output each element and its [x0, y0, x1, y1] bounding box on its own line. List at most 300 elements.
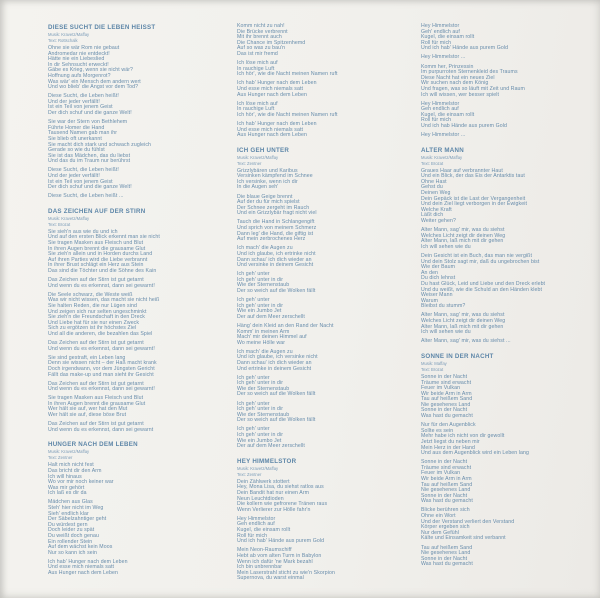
lyric-line: Tau auf heißem Sand — [421, 544, 473, 551]
lyric-line: Ich geh' unter in dir — [237, 302, 284, 309]
lyric-line: Ich geh' unter in dir — [237, 406, 284, 413]
lyric-stanza — [421, 460, 593, 505]
song-heading — [421, 353, 593, 372]
lyric-line: Alter Mann, sag' mir, was du siehst — [421, 312, 505, 319]
lyric-stanza — [237, 480, 409, 514]
lyric-line: Diese Nacht hat ein neues Ziel — [421, 74, 495, 81]
lyric-line: Ist ein Teil von jenem Geist — [48, 178, 113, 185]
lyric-line: Die Chance im Spitzenhemd — [237, 39, 306, 46]
lyric-line: Tau auf heißem Sand — [421, 396, 473, 403]
lyric-line: Nie gesehenes Land — [421, 550, 471, 557]
lyric-line: Hey Himmelstor ... — [421, 54, 466, 61]
lyric-line: Ohne Hast — [421, 178, 447, 185]
lyric-line: Ich geh' unter — [237, 374, 270, 381]
lyric-line: Läßt dich — [421, 212, 444, 219]
song-title: SONNE IN DER NACHT — [421, 352, 494, 360]
song-heading — [48, 208, 220, 227]
lyric-line: Bleibst du stumm? — [421, 303, 466, 310]
lyric-line: Im purpurroten Sternenkleid des Traums — [421, 69, 518, 76]
lyric-line: Und wenn du es erkennst, dann sei gewarnt! — [48, 386, 155, 393]
lyric-line: Sonne in der Nacht — [421, 373, 468, 380]
lyric-line: Diese Sucht, die Leben heißt! — [48, 93, 119, 100]
lyric-line: Auf ihren Parties wird die Liebe verbrannt — [48, 256, 148, 263]
lyrics-column-middle — [237, 24, 409, 585]
lyric-line: Hey Himmelstor — [421, 100, 460, 107]
lyric-line: Ich geh' unter in dir — [237, 432, 284, 439]
lyric-line: In ihren Augen brennt die grausame Glut — [48, 245, 146, 252]
lyric-line: Und sprich von meinem Schmerz — [237, 225, 317, 232]
lyric-stanza — [48, 382, 220, 393]
song-title: DIESE SUCHT DIE LEBEN HEISST — [48, 24, 156, 31]
song-credit: Musik: Kravetz/Maffay — [421, 154, 463, 160]
lyric-line: Ist ein Teil von jenem Geist — [48, 104, 113, 111]
lyric-stanza — [237, 61, 409, 78]
lyric-line: Dein Gepäck ist die Last der Vergangenheit — [421, 195, 526, 202]
lyric-line: Sieh' endlich klar — [48, 510, 89, 517]
lyric-line: Ich hab' Hunger nach dem Leben — [237, 120, 317, 127]
lyric-line: Und ich glaube, ich ertrinke nicht — [237, 250, 316, 257]
lyric-line: Was mir gehört — [48, 484, 85, 491]
lyric-line: Wo vor mir noch keiner war — [48, 479, 114, 486]
lyric-line: Ohne ein Wort — [421, 513, 456, 520]
song-credit: Text: Brozat — [421, 366, 444, 372]
lyric-stanza — [237, 246, 409, 268]
lyric-stanza — [237, 402, 409, 424]
song-heading — [48, 441, 220, 460]
lyric-line: Wie der Baum — [421, 264, 456, 271]
lyric-line: Feuer im Vulkan — [421, 385, 461, 392]
lyric-stanza — [48, 293, 220, 338]
lyric-line: Und auf den ersten Blick erkennt man sie nicht — [48, 234, 160, 241]
song-heading — [421, 147, 593, 166]
lyric-line: Welches Licht zeigt dir deinen Weg — [421, 318, 506, 325]
lyric-line: Sie ist das Mädchen, das du liebst — [48, 152, 131, 159]
lyric-line: Das bricht dir den Arm — [48, 467, 102, 474]
lyric-stanza — [237, 324, 409, 346]
lyric-line: Träume sind erwacht — [421, 379, 472, 386]
song-credit: Text: Rottschalk — [48, 38, 78, 43]
song-credit: Musik: Kravetz/Maffay — [48, 449, 90, 455]
lyric-line: Ohne sie wär Rom nie gebaut — [48, 45, 120, 51]
lyric-line: Wo meine Hölle war — [237, 339, 286, 346]
lyric-line: Hoffnung aufs Morgenrot? — [48, 72, 111, 79]
lyric-line: Und ein Blick, der das Eis der Antarktis taut — [421, 173, 525, 180]
lyric-line: Wir suchen nach dem König — [421, 80, 489, 87]
lyric-line: Körper ergeben sich — [421, 524, 470, 531]
lyric-line: Wer hält sie auf, wer hat den Mut — [48, 406, 128, 413]
lyric-line: Mehr habe ich nicht von dir gewollt — [421, 433, 505, 440]
lyric-line: Hey Himmelstor ... — [421, 132, 466, 139]
lyric-line: Dann schau' ich dich wieder an — [237, 256, 312, 263]
lyric-line: Und dein Ziel liegt verborgen in der Ewigkeit — [421, 201, 527, 208]
lyric-line: Und aus dem Augenblick wird ein Leben lang — [421, 450, 530, 457]
lyric-stanza — [421, 423, 593, 457]
lyric-line: Das Zeichen auf der Stirn ist gut getarnt — [48, 421, 144, 428]
song-title: DAS ZEICHEN AUF DER STIRN — [48, 207, 146, 215]
lyric-line: Und wenn du es erkennst, dann sei gewarnt — [48, 426, 154, 433]
lyric-line: Ich will sehen wie du — [421, 329, 471, 336]
lyric-line: Und dein Stolz sagt mir, daß du ungebrochen bist — [421, 258, 540, 265]
lyric-line: Ich versinke, wenn ich dir — [237, 178, 298, 185]
lyric-line: Der so weich auf die Wolken fällt — [237, 287, 316, 294]
lyric-line: Der so weich auf die Wolken fällt — [237, 417, 316, 424]
lyric-line: Mein Neon-Raumschiff — [237, 547, 292, 554]
lyric-line: Dein Gesicht ist ein Buch, das man nie vergißt — [421, 253, 532, 259]
lyric-line: Blicke berühren sich — [421, 507, 470, 514]
lyrics-column-left — [48, 24, 220, 580]
lyric-line: Und esse mich niemals satt — [48, 564, 115, 571]
lyric-line: Doch irgendwann, vor dem Jüngsten Gericht — [48, 365, 155, 372]
lyric-line: Und ein Grizzlybär fragt nicht viel — [237, 210, 317, 217]
lyric-line: Und wenn du es erkennst, dann sei gewarnt! — [48, 345, 155, 352]
lyric-line: Komm her, Prinzessin — [421, 63, 474, 70]
lyric-line: Grizzlybären und Karibus — [237, 167, 298, 174]
lyric-line: Sonne in der Nacht — [421, 555, 468, 562]
song-credit: Musik: Kravetz/Maffay — [237, 154, 279, 160]
lyric-line: Sonne in der Nacht — [421, 492, 468, 499]
lyric-stanza — [48, 194, 220, 200]
lyric-line: In ihren Augen brennt die grausame Glut — [48, 400, 146, 407]
lyric-line: Tausend Namen gab man ihr — [48, 130, 118, 137]
lyric-line: Halt mich nicht fest — [48, 462, 94, 469]
lyric-line: Was wär' ein Mensch dem andern wert — [48, 78, 141, 85]
lyric-line: Versinken kämpfend im Schnee — [237, 173, 313, 180]
lyric-line: Die Seele schwarz, die Weste weiß — [48, 291, 133, 298]
lyric-line: Ich laß es dir da — [48, 490, 87, 497]
lyric-line: Und esse mich niemals satt — [237, 85, 304, 92]
lyric-line: Sich zu ergötzen ist ihr höchstes Ziel — [48, 325, 137, 332]
lyric-stanza — [48, 396, 220, 418]
lyric-line: Tauch die Hand in Schlangengift — [237, 219, 315, 226]
lyric-line: Aus Hunger nach dem Leben — [237, 91, 307, 98]
lyric-line: In rauchige Luft — [237, 65, 275, 72]
lyric-line: Wie der Sternenstaub — [237, 282, 290, 289]
lyric-line: Träume sind erwacht — [421, 464, 472, 471]
lyric-line: Hey Himmelstor — [421, 23, 460, 29]
lyric-line: Was hast du gemacht — [421, 413, 473, 420]
lyric-line: Doch leider zu spät — [48, 527, 95, 534]
lyric-line: Auf so was zu bau'n — [237, 45, 286, 52]
lyric-line: Mit ihr brennt auch — [237, 34, 282, 41]
lyric-line: Der auf dem Meer zerschellt — [237, 443, 305, 450]
lyric-stanza — [421, 313, 593, 335]
lyric-line: Ich geh' unter in dir — [237, 380, 284, 387]
lyric-line: Und ich hab' Hände aus purem Gold — [421, 45, 509, 52]
lyric-stanza — [237, 427, 409, 449]
lyric-line: Sollte es sein — [421, 427, 454, 434]
lyric-line: Ein rollender Stein — [48, 538, 93, 545]
lyric-line: Und der jeder verfällt! — [48, 172, 100, 179]
lyric-line: Der auf dem Meer zerschellt — [237, 313, 305, 320]
lyric-stanza — [237, 169, 409, 191]
lyric-line: Sie tragen Masken aus Fleisch und Blut — [48, 395, 144, 402]
song-title: ALTER MANN — [421, 146, 464, 154]
lyric-stanza — [237, 517, 409, 545]
song-credit: Musik: Kravetz/Maffay — [237, 465, 279, 471]
lyric-stanza — [237, 350, 409, 372]
lyric-line: Hey Himmelstor — [237, 515, 276, 522]
lyric-stanza — [421, 339, 593, 345]
lyric-stanza — [237, 298, 409, 320]
lyric-line: Fällt das make-up und man sieht ihr Gesicht — [48, 371, 154, 378]
lyric-line: Welche Kraft — [421, 206, 452, 213]
lyric-line: Gehst du — [421, 184, 443, 191]
lyric-stanza — [421, 65, 593, 99]
song-credit: Text: Zentner — [237, 160, 262, 166]
lyric-stanza — [421, 133, 593, 139]
lyric-line: In ihrer Brust schlägt ein Herz aus Stein — [48, 262, 144, 269]
lyric-stanza — [48, 560, 220, 577]
lyric-stanza — [237, 220, 409, 242]
lyric-stanza — [48, 46, 220, 91]
song-credit: Musik: Kravetz/Maffay — [48, 215, 90, 221]
lyric-line: Alter Mann, laß mich mit dir gehen — [421, 238, 504, 245]
lyric-stanza — [421, 254, 593, 310]
lyric-line: Häng' dein Kleid an den Rand der Nacht — [237, 322, 334, 329]
lyric-line: Sie blieb oft unerkannt — [48, 135, 102, 142]
lyric-line: Diese Sucht, die Leben heißt ... — [48, 193, 124, 200]
lyric-stanza — [237, 122, 409, 139]
song-title: HEY HIMMELSTOR — [237, 457, 297, 465]
lyric-line: Und Liebe hat für sie nur einen Zweck — [48, 319, 140, 326]
lyric-line: Sie macht dich stark und schwach zugleich — [48, 141, 151, 148]
lyric-line: Roll für mich — [421, 39, 452, 46]
lyric-line: Das sind die Töchter und die Söhne des Kain — [48, 268, 157, 274]
lyric-line: Das Zeichen auf der Stirn ist gut getarnt — [48, 340, 144, 347]
lyric-stanza — [421, 508, 593, 542]
lyric-line: Und der jeder verfällt! — [48, 98, 100, 105]
lyric-line: Wenn ich dafür 'ne Mark bezahl — [237, 558, 313, 565]
lyric-line: Tau auf heißem Sand — [421, 481, 473, 488]
lyric-line: Ich löse mich auf — [237, 60, 278, 67]
lyric-line: An den — [421, 269, 439, 276]
lyric-line: Das Zeichen auf der Stirn ist gut getarnt — [48, 380, 144, 387]
lyric-line: Mach' mir deinen Himmel auf — [237, 334, 307, 341]
lyric-stanza — [48, 463, 220, 497]
lyric-line: Nie gesehenes Land — [421, 401, 471, 408]
song-credit: Text: Zentner — [48, 455, 73, 461]
lyric-stanza — [421, 375, 593, 420]
lyric-line: Komm' in meinen Arm — [237, 328, 290, 335]
lyric-line: Sie zieh'n die Freundschaft in den Dreck — [48, 314, 145, 321]
lyric-line: Kugel, die einsam rollt — [421, 111, 475, 118]
lyric-line: Wer hält sie auf, diese böse Brut — [48, 412, 127, 419]
lyric-line: Und du weißt, wie die Schuld an den Händen klebt — [421, 286, 543, 293]
lyric-line: Sonne in der Nacht — [421, 459, 468, 466]
lyric-line: Der Schnee zergeht im Rauch — [237, 204, 310, 211]
lyric-line: Ich geh' unter — [237, 400, 270, 407]
lyric-line: Jetzt liegst du neben mir — [421, 438, 480, 445]
song-credit: Musik: Maffay — [421, 360, 447, 366]
lyric-stanza — [48, 120, 220, 165]
lyric-stanza — [48, 341, 220, 352]
lyric-line: Nur so kann ich sein — [48, 549, 97, 556]
lyric-line: Komm nicht zu nah! — [237, 23, 285, 29]
lyric-line: Du dich lehnst — [421, 275, 456, 282]
lyric-line: Der dich schuf und die ganze Welt! — [48, 110, 132, 117]
lyric-stanza — [237, 102, 409, 119]
lyric-line: Und ich hab' Hände aus purem Gold — [237, 538, 325, 545]
lyric-line: Wie der Sternenstaub — [237, 411, 290, 418]
lyric-line: Kälte und Einsamkeit sind verbannt — [421, 535, 506, 542]
lyric-line: Ich will hinaus — [48, 473, 82, 480]
lyric-line: Supernova, du warst einmal — [237, 575, 304, 582]
lyric-line: Graues Haar auf verbrannter Haut — [421, 167, 503, 174]
lyric-line: Und fragen, was so läuft mit Zeit und Raum — [421, 85, 525, 92]
lyric-line: Neun Leuchtdioden — [237, 495, 284, 502]
lyric-line: Der so weich auf die Wolken fällt — [237, 391, 316, 398]
lyric-line: Sie war der Stern von Bethlehem — [48, 119, 128, 126]
lyric-stanza — [48, 500, 220, 556]
lyric-line: Wir beide Arm in Arm — [421, 390, 472, 397]
lyric-line: Hebt ab vom alten Turm in Babylon — [237, 552, 322, 559]
song-credit: Text: Zentner — [237, 471, 262, 477]
lyric-line: In rauchige Luft — [237, 106, 275, 113]
lyric-line: Weiter gehen? — [421, 218, 456, 225]
lyric-stanza — [237, 24, 409, 58]
lyric-line: Und ertrinke in deinem Gesicht — [237, 365, 312, 372]
lyric-stanza — [237, 548, 409, 582]
lyric-line: Was wir nicht wissen, das macht sie nicht heiß — [48, 297, 160, 304]
lyric-line: Denn sie wissen nicht – der Haß macht krank — [48, 360, 157, 367]
lyric-line: Wir beide Arm in Arm — [421, 476, 472, 482]
song-heading — [237, 147, 409, 166]
lyric-line: Führte Homer die Hand — [48, 124, 105, 131]
lyric-line: Hey, Mona Lisa, du siehst ratlos aus — [237, 484, 324, 491]
lyric-line: Sie halten Reden, die nur Lügen sind — [48, 302, 137, 309]
lyric-stanza — [421, 102, 593, 130]
lyric-line: Gerade so wie du fühlst — [48, 147, 105, 154]
lyric-line: Geh endlich auf — [237, 521, 275, 528]
lyric-line: Die kollern wie gefrorene Tränen raus — [237, 501, 328, 508]
lyric-line: Ich mach' die Augen zu — [237, 348, 293, 355]
lyric-line: Deinen Weg — [421, 190, 451, 197]
lyric-line: Sie zieh'n allein und in Horden durchs Land — [48, 251, 153, 258]
lyric-line: Ich will wissen, wer besser spielt — [421, 91, 500, 98]
lyric-stanza — [421, 546, 593, 568]
lyric-line: Und wo blieb' die Angst vor dem Tod? — [48, 84, 139, 91]
lyric-line: Geh endlich auf — [421, 106, 459, 113]
lyric-line: Feuer im Vulkan — [421, 470, 461, 477]
lyric-line: Diese Sucht, die Leben heißt! — [48, 167, 119, 174]
lyric-line: Die Brücke verbrennt — [237, 28, 288, 35]
lyric-line: Und ich hab Hände aus purem Gold — [421, 123, 507, 129]
lyric-line: Und all die anderen, die bezahlen das Spiel — [48, 330, 153, 337]
lyric-line: Ich will sehen wie du — [421, 243, 471, 250]
lyric-line: Gäbe es Krieg, wenn sie nicht wär? — [48, 67, 134, 74]
lyric-line: Sie tragen Masken aus Fleisch und Blut — [48, 240, 144, 247]
lyric-line: Andromedar nie entdeckt! — [48, 50, 110, 57]
lyric-line: Du würdest gern — [48, 521, 88, 528]
lyric-stanza — [421, 228, 593, 250]
lyric-line: Ich hab' Hunger nach dem Leben — [237, 80, 317, 87]
lyric-line: Mein Laserstrahl sticht zu wie'n Skorpion — [237, 569, 335, 576]
lyric-line: Roll für mich — [421, 117, 452, 124]
lyric-line: In dir Sehnsucht erweckt! — [48, 61, 109, 68]
song-title: ICH GEH UNTER — [237, 146, 290, 154]
lyric-line: Sie sind gestraft, ein Leben lang — [48, 354, 126, 361]
lyric-stanza — [237, 272, 409, 294]
lyric-line: Nur für den Augenblick — [421, 422, 476, 429]
lyric-line: Alter Mann, sag' mir, was du siehst — [421, 227, 505, 234]
lyric-stanza — [237, 81, 409, 98]
lyric-stanza — [421, 55, 593, 61]
lyric-line: Ich löse mich auf — [237, 100, 278, 107]
lyric-line: Was hast du gemacht — [421, 561, 473, 568]
lyric-line: Der dich schuf und die ganze Welt! — [48, 184, 132, 191]
lyric-line: Mein Herz in der Hand — [421, 444, 475, 451]
song-credit: Text: Brozat — [48, 221, 71, 227]
lyric-line: Nie gesehenes Land — [421, 487, 471, 494]
lyric-line: Ich mach' die Augen zu — [237, 245, 293, 252]
lyric-stanza — [237, 195, 409, 217]
lyric-line: Das ist mir fremd — [237, 50, 278, 57]
lyric-line: Nur dem Gefühl — [421, 529, 460, 536]
lyric-line: Und zeigen sich nur selten ungeschminkt — [48, 308, 147, 315]
lyric-line: Sonne in der Nacht — [421, 407, 468, 414]
lyric-line: Aus Hunger nach dem Leben — [48, 570, 118, 577]
lyric-stanza — [48, 168, 220, 190]
lyric-stanza — [48, 422, 220, 433]
lyric-line: Und das du im Traum nur berührst — [48, 158, 131, 165]
lyric-line: Auf dem wächst kein Moos — [48, 544, 113, 551]
lyric-line: Ich hab' Hunger nach dem Leben — [48, 558, 128, 565]
lyric-line: Dein Zählwerk stottert — [237, 478, 290, 485]
lyric-stanza — [48, 230, 220, 275]
lyric-line: Und versinke in deinem Gesicht — [237, 262, 314, 269]
song-credit: Musik: Kravetz/Maffay — [48, 32, 90, 37]
lyric-line: Alter Mann, laß mich mit dir gehen — [421, 323, 504, 330]
lyric-line: Dann leg' die Hand, die giftig ist — [237, 230, 314, 237]
lyric-line: Du hast Glück, Leid und Liebe und den Dreck erlebt — [421, 280, 546, 287]
lyric-line: Wie ein Jumbo Jet — [237, 437, 282, 444]
lyric-stanza — [237, 376, 409, 398]
lyric-line: Aus Hunger nach dem Leben — [237, 132, 307, 139]
lyric-line: Welches Licht zeigt dir deinen Weg — [421, 232, 506, 239]
lyric-line: Ich geh' unter in dir — [237, 276, 284, 283]
lyric-line: Dein Bandit hat nur einen Arm — [237, 490, 310, 496]
lyric-line: Du weißt doch genau — [48, 532, 99, 539]
lyrics-column-right — [421, 24, 593, 571]
lyric-line: Auf mein zerbrochenes Herz — [237, 236, 306, 243]
lyric-line: Ich hör', wie die Nacht meinen Namen ruft — [237, 71, 338, 78]
lyric-line: Ich geh' unter — [237, 271, 270, 278]
song-credit: Text: Brozat — [421, 160, 444, 166]
lyric-line: Ich geh' unter — [237, 297, 270, 304]
lyric-stanza — [48, 356, 220, 378]
lyric-line: Und wenn du es erkennst, dann sei gewarnt! — [48, 282, 155, 289]
lyric-stanza — [421, 169, 593, 225]
lyric-line: Und der Verstand verliert den Verstand — [421, 518, 515, 525]
lyric-line: Weiser Mann — [421, 292, 453, 299]
lyric-stanza — [421, 24, 593, 52]
lyric-line: Wie der Sternenstaub — [237, 385, 290, 392]
lyric-line: Kugel, die einsam rollt — [237, 527, 291, 534]
lyric-stanza — [48, 94, 220, 116]
lyric-line: Auf der du für mich spielst — [237, 199, 300, 206]
song-title: HUNGER NACH DEM LEBEN — [48, 441, 138, 449]
lyric-line: Die blaue Geige brennt — [237, 193, 293, 200]
lyric-line: Ich bin unbrennbar — [237, 564, 283, 571]
lyric-line: Mädchen aus Glas — [48, 499, 93, 506]
lyric-line: Der Säbelzahntiger geht — [48, 516, 107, 523]
lyric-line: Kugel, die einsam rollt — [421, 34, 475, 41]
lyric-line: Steh' hier nicht im Weg — [48, 505, 104, 511]
lyric-line: Hätte nie ein Liebeslied — [48, 56, 105, 63]
lyric-line: Und ich glaube, ich versinke nicht — [237, 354, 318, 361]
lyric-line: Wie ein Jumbo Jet — [237, 308, 282, 315]
lyric-line: Alter Mann, sag' mir, was du siehst ... — [421, 338, 511, 345]
